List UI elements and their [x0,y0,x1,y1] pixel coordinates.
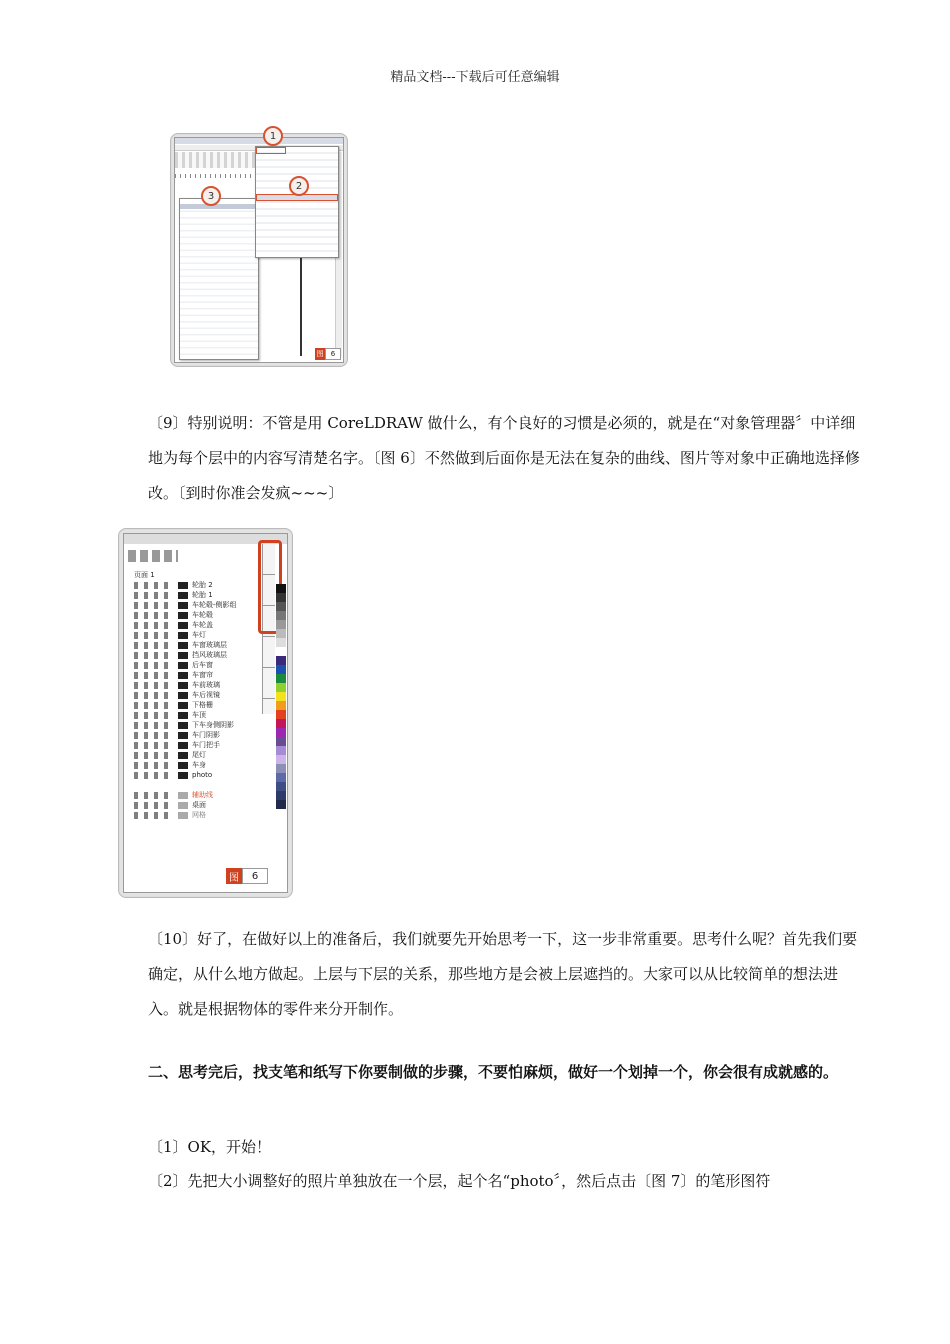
layer-label: 车后视镜 [192,691,220,699]
master-layer-row [134,790,213,800]
color-palette [276,584,286,809]
title-bar [175,138,343,144]
callout-1: 1 [263,126,283,146]
layer-row [134,670,213,680]
palette-swatch [276,638,286,647]
palette-swatch [276,746,286,755]
layer-row [134,620,213,630]
palette-swatch [276,629,286,638]
palette-swatch [276,755,286,764]
palette-swatch [276,701,286,710]
layer-row [134,660,213,670]
layer-row [134,610,213,620]
layer-label: 车窗玻璃层 [192,641,227,649]
layer-label: 后车窗 [192,661,213,669]
callout-3: 3 [201,186,221,206]
tree-root-label: 页面 1 [134,571,155,579]
figure-2-tag-number: 6 [242,868,268,884]
figure-1-screenshot [170,130,348,367]
palette-swatch [276,647,286,656]
figure-2-tag [226,868,268,884]
tree-root-row [134,570,155,580]
palette-swatch [276,593,286,602]
layer-label: 车轮毂 [192,611,213,619]
step-2: 〔2〕先把大小调整好的照片单独放在一个层，起个名“photo〞，然后点击〔图 7〕的笔形图符 [148,1172,771,1190]
master-layer-row [134,810,206,820]
layer-row [134,750,206,760]
layer-row [134,640,227,650]
layer-label: 车前玻璃 [192,681,220,689]
figure-1-tag [315,348,341,360]
palette-swatch [276,737,286,746]
dropdown-highlight-top [256,147,286,154]
layer-label: 桌面 [192,801,206,809]
dropdown-menu [255,146,339,258]
callout-2: 2 [289,176,309,196]
palette-swatch [276,683,286,692]
layer-label: 车窗帘 [192,671,213,679]
layer-row [134,600,237,610]
tree-area [124,564,254,884]
paragraph-10: 〔10〕好了，在做好以上的准备后，我们就要先开始思考一下，这一步非常重要。思考什么呢？首先我们要确定，从什么地方做起。上层与下层的关系，那些地方是会被上层遮挡的。大家可以从比较简单的想法进入。就是根据物体的零件来分开制作。 [148,930,858,1018]
scroll-line [300,256,302,356]
layer-row [134,720,234,730]
ruler [175,174,255,178]
palette-swatch [276,710,286,719]
layer-row [134,580,213,590]
layer-label: 车轮盖 [192,621,213,629]
paragraph-9: 〔9〕特别说明：不管是用 CoreLDRAW 做什么，有个良好的习惯是必须的，就是在“对象管理器〞中详细地为每个层中的内容写清楚名字。〔图 6〕不然做到后面你是无法在复杂的曲线、图片等对象中正确地选择修改。〔到时你准会发疯~~~〕 [148,414,860,502]
layer-row [134,680,220,690]
palette-swatch [276,620,286,629]
palette-swatch [276,728,286,737]
figure-2-tag-label: 图 [226,868,242,884]
figure-2-object-manager [118,528,293,898]
figure-1-tag-label: 图 [316,350,324,358]
layer-label: 车顶 [192,711,206,719]
layer-label: photo [192,771,213,779]
figure-1-tag-number: 6 [325,348,341,360]
layer-row [134,730,220,740]
palette-swatch [276,719,286,728]
layer-row [134,630,206,640]
layer-row [134,700,213,710]
layer-row [134,590,213,600]
layer-row [134,760,206,770]
section-2-heading: 二、思考完后，找支笔和纸写下你要制做的步骤，不要怕麻烦，做好一个划掉一个，你会很有成就感的。 [148,1063,839,1081]
panel-toolbar [128,550,178,562]
layer-label: 下格栅 [192,701,213,709]
palette-swatch [276,791,286,800]
context-menu-highlight [180,204,256,209]
layer-label: 车轮毂-侧影组 [192,601,237,609]
layer-row [134,710,206,720]
layer-row [134,690,220,700]
layer-label: 辅助线 [192,791,213,799]
object-manager-panel [123,533,288,893]
palette-swatch [276,665,286,674]
palette-swatch [276,656,286,665]
layer-row [134,650,227,660]
layer-label: 车身 [192,761,206,769]
palette-swatch [276,782,286,791]
layer-label: 车灯 [192,631,206,639]
toolbar [175,152,255,168]
palette-swatch [276,773,286,782]
palette-swatch [276,764,286,773]
layer-row [134,740,220,750]
layer-label: 下车身侧阴影 [192,721,234,729]
app-window [174,137,344,363]
master-layer-row [134,800,206,810]
layer-label: 挡风玻璃层 [192,651,227,659]
layer-label: 尾灯 [192,751,206,759]
layer-label: 车门把手 [192,741,220,749]
palette-swatch [276,602,286,611]
layer-label: 轮胎 2 [192,581,213,589]
layer-label: 车门阴影 [192,731,220,739]
palette-swatch [276,800,286,809]
palette-swatch [276,584,286,593]
layer-label: 轮胎 1 [192,591,213,599]
palette-swatch [276,692,286,701]
page-header: 精品文档---下载后可任意编辑 [390,70,560,85]
palette-swatch [276,611,286,620]
layer-row [134,770,212,780]
step-1: 〔1〕OK，开始！ [148,1138,272,1156]
context-menu [179,198,259,360]
layer-label: 网格 [192,811,206,819]
palette-swatch [276,674,286,683]
